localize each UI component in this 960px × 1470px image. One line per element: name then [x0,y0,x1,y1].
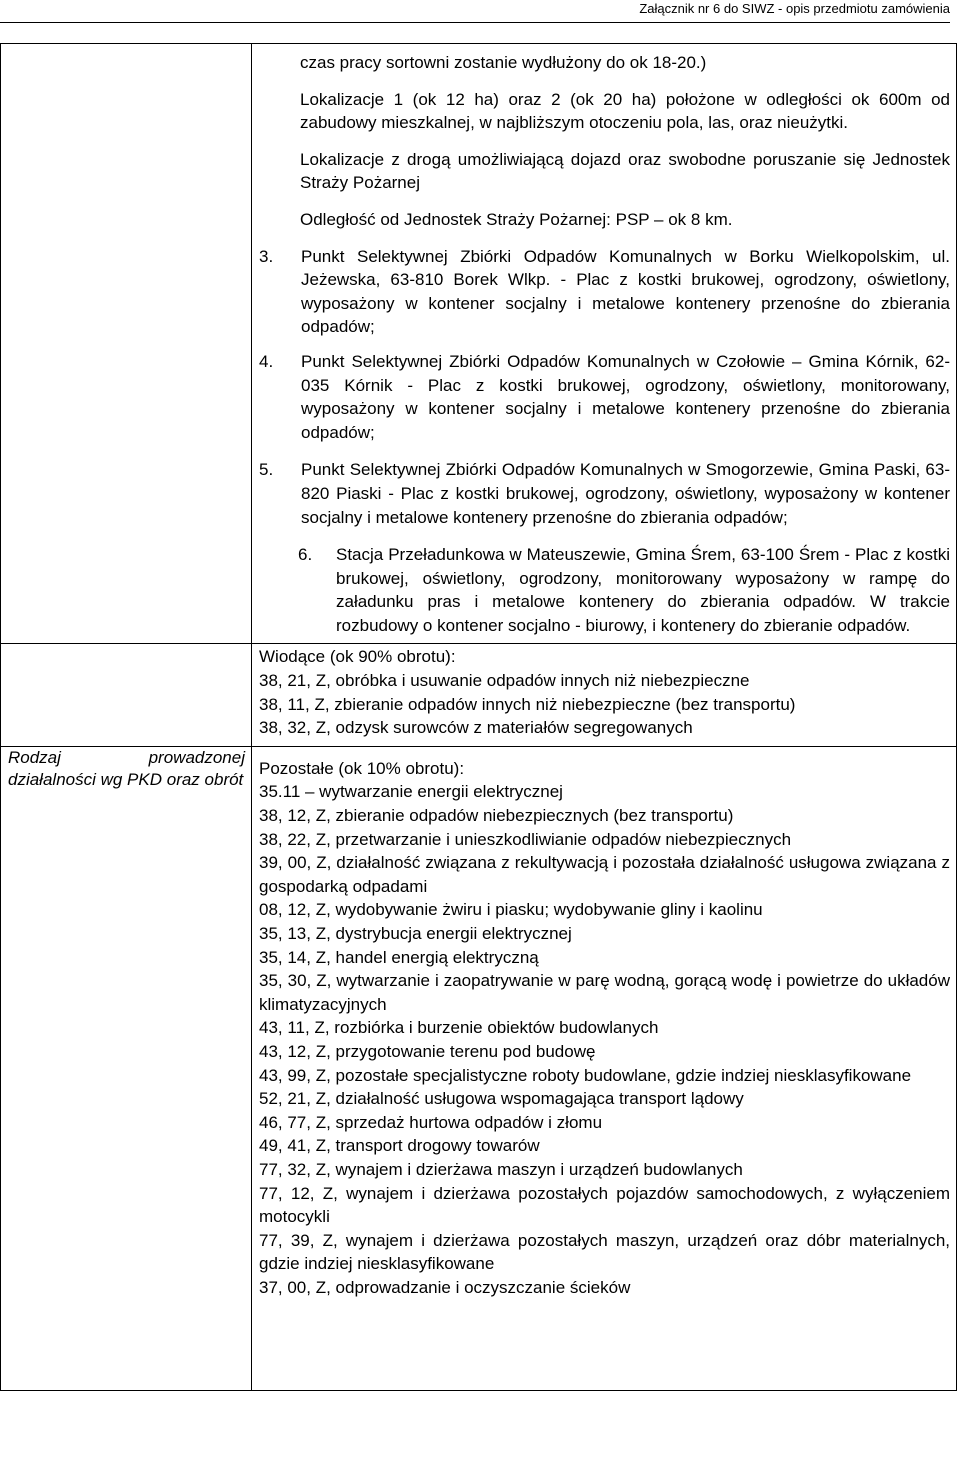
list-item [252,245,956,339]
label-cell-empty-2 [1,644,252,746]
pkd-line: 38, 11, Z, zbieranie odpadów innych niż niebezpieczne (bez transportu) [259,694,796,714]
paragraph: czas pracy sortowni zostanie wydłużony do ok 18-20.) [300,53,707,72]
pkd-line: 08, 12, Z, wydobywanie żwiru i piasku; wydobywanie gliny i kaolinu [259,900,763,920]
list-item-text: Punkt Selektywnej Zbiórki Odpadów Komunalnych w Borku Wielkopolskim, ul. Jeżewska, 63-810 Borek Wlkp. - Plac z kostki brukowej, ogrodzony, oświetlony, wyposażony w kontener socjalny i metalowe kontenery przenośne do zbierania odpadów; [301,246,950,337]
list-item [252,350,956,444]
list-item-number: 6. [298,545,313,565]
pkd-line: 43, 99, Z, pozostałe specjalistyczne roboty budowlane, gdzie indziej niesklasyfikowane [259,1065,912,1085]
pkd-line: 46, 77, Z, sprzedaż hurtowa odpadów i złomu [259,1112,603,1132]
page-header [0,0,950,23]
pkd-line: 38, 12, Z, zbieranie odpadów niebezpiecznych (bez transportu) [259,806,734,826]
pkd-line: 35, 14, Z, handel energią elektryczną [259,947,539,967]
section-heading: Wiodące (ok 90% obrotu): [259,647,456,667]
list-item-text: Stacja Przeładunkowa w Mateuszewie, Gmina Śrem, 63-100 Śrem - Plac z kostki brukowej, oświetlony, ogrodzony, monitorowany wyposażony w rampę do załadunku pras i metalowe kontenery do zbierania odpadów. W trakcie rozbudowy o kontener socjalno - biurowy, i kontenery do zbieranie odpadów. [336,545,950,635]
pkd-line: 39, 00, Z, działalność związana z rekultywacją i pozostała działalność usługowa związana z gospodarką odpadami [259,853,950,896]
pkd-line: 43, 11, Z, rozbiórka i burzenie obiektów budowlanych [259,1018,659,1038]
list-item-text: Punkt Selektywnej Zbiórki Odpadów Komunalnych w Smogorzewie, Gmina Paski, 63-820 Piaski - Plac z kostki brukowej, ogrodzony, oświetlony, wyposażony w kontener socjalny i metalowe kontenery przenośne do zbierania odpadów; [301,460,950,527]
pkd-line: 35, 30, Z, wytwarzanie i zaopatrywanie w parę wodną, gorącą wodę i powietrze do układów klimatyzacyjnych [259,971,950,1014]
label-cell-empty-1 [1,44,252,644]
paragraph: Lokalizacje z drogą umożliwiającą dojazd oraz swobodne poruszanie się Jednostek Straży Pożarnej [300,149,950,193]
list-item-number: 5. [259,460,274,480]
pkd-line: 37, 00, Z, odprowadzanie i oczyszczanie ścieków [259,1277,631,1297]
label-cell-activity [1,746,252,1390]
pkd-line: 52, 21, Z, działalność usługowa wspomagająca transport lądowy [259,1089,744,1109]
content-cell-main-activity [252,644,957,746]
paragraph: Lokalizacje 1 (ok 12 ha) oraz 2 (ok 20 ha) położone w odległości ok 600m od zabudowy mieszkalnej, w najbliższym otoczeniu pola, las, oraz nieużytki. [300,89,950,133]
pkd-line: 35, 13, Z, dystrybucja energii elektrycznej [259,924,572,943]
table-row [1,44,957,644]
row-label: Rodzaj prowadzonej działalności wg PKD oraz obrót [8,747,245,789]
pkd-line: 77, 12, Z, wynajem i dzierżawa pozostałych pojazdów samochodowych, z wyłączeniem motocykli [259,1183,950,1227]
pkd-line: 38, 21, Z, obróbka i usuwanie odpadów innych niż niebezpieczne [259,671,750,691]
section-heading: Pozostałe (ok 10% obrotu): [259,758,465,778]
list-item [252,458,956,529]
list-item-number: 3. [259,246,274,266]
pkd-line: 38, 32, Z, odzysk surowców z materiałów segregowanych [259,718,693,738]
pkd-line: 49, 41, Z, transport drogowy towarów [259,1136,540,1156]
pkd-line: 43, 12, Z, przygotowanie terenu pod budowę [259,1041,596,1061]
table-row [1,746,957,1390]
table-row [1,644,957,746]
content-cell-locations [252,44,957,644]
header-title: Załącznik nr 6 do SIWZ - opis przedmiotu zamówienia [639,1,950,16]
list-item-number: 4. [259,351,274,371]
paragraph: Odległość od Jednostek Straży Pożarnej: PSP – ok 8 km. [300,209,733,229]
pkd-line: 77, 39, Z, wynajem i dzierżawa pozostałych maszyn, urządzeń oraz dóbr materialnych, gdzie indziej niesklasyfikowane [259,1230,950,1274]
pkd-line: 35.11 – wytwarzanie energii elektrycznej [259,782,563,802]
document-table [0,43,957,1391]
list-item [252,543,956,637]
content-cell-other-activity [252,746,957,1390]
pkd-line: 38, 22, Z, przetwarzanie i unieszkodliwianie odpadów niebezpiecznych [259,829,792,849]
list-item-text: Punkt Selektywnej Zbiórki Odpadów Komunalnych w Czołowie – Gmina Kórnik, 62-035 Kórnik - Plac z kostki brukowej, ogrodzony, oświetlony, monitorowany, wyposażony w kontener socjalny i metalowe kontenery przenośne do zbierania odpadów; [301,351,950,442]
pkd-line: 77, 32, Z, wynajem i dzierżawa maszyn i urządzeń budowlanych [259,1159,743,1179]
